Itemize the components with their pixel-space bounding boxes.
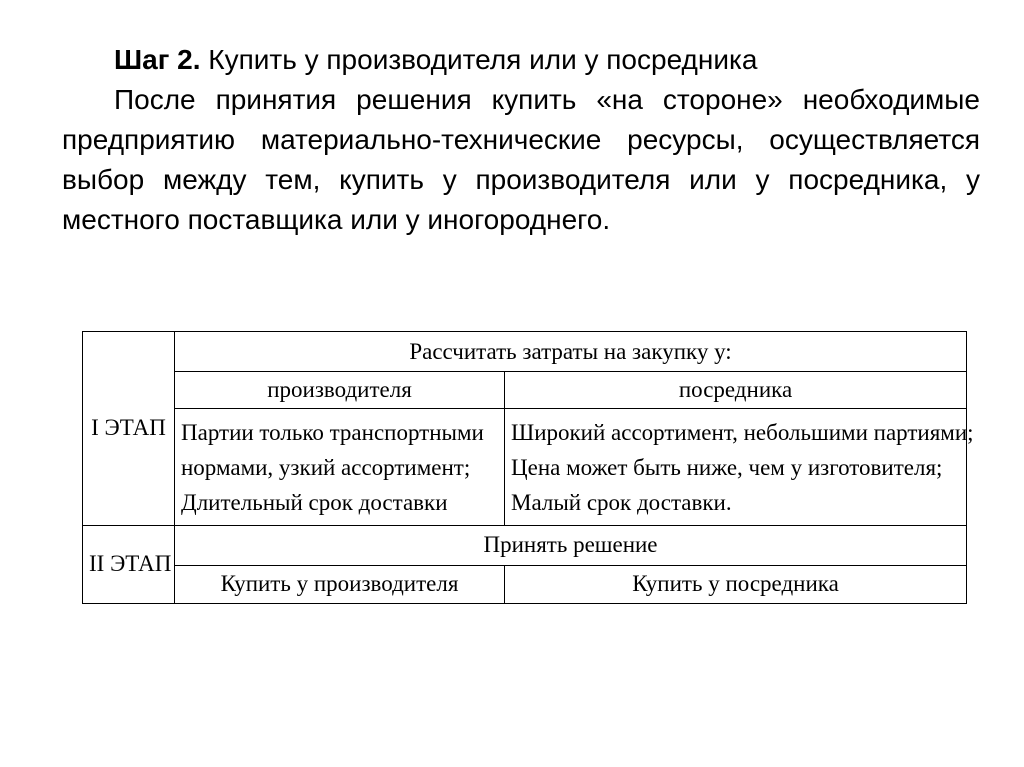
text-block (62, 40, 980, 240)
calc-header-cell: Рассчитать затраты на закупку у: (175, 332, 967, 372)
step-paragraph: После принятия решения купить «на стороне» необходимые предприятию материально-технические ресурсы, осуществляется выбор между тем, купить у производителя или у посредника, у местного поставщика или у иногороднего. (62, 84, 980, 235)
buy-producer-cell: Купить у производителя (175, 565, 505, 603)
intermediary-trait: Малый срок доставки. (511, 490, 732, 516)
intermediary-traits-cell (505, 409, 974, 525)
intermediary-head-cell: посредника (505, 372, 967, 409)
row-decision (83, 525, 967, 565)
stage-2-cell: II ЭТАП (83, 525, 175, 603)
row-buy-options (83, 565, 967, 603)
row-column-heads (83, 372, 967, 409)
stage-1-cell: I ЭТАП (83, 332, 175, 526)
producer-head-cell: производителя (175, 372, 505, 409)
producer-traits-cell (175, 409, 505, 525)
row-calculate (83, 332, 967, 372)
producer-trait: Длительный срок доставки (181, 490, 448, 516)
producer-trait: нормами, узкий ассортимент; (181, 455, 471, 481)
buy-intermediary-cell: Купить у посредника (505, 565, 967, 603)
producer-trait: Партии только транспортными (181, 420, 484, 446)
row-characteristics (83, 409, 967, 525)
step-title: Купить у производителя или у посредника (208, 44, 758, 75)
decision-cell: Принять решение (175, 525, 967, 565)
intermediary-trait: Цена может быть ниже, чем у изготовителя; (511, 455, 943, 481)
step-heading (62, 40, 980, 80)
intermediary-trait: Широкий ассортимент, небольшими партиями; (511, 420, 974, 446)
decision-scheme-table (82, 331, 974, 604)
step-label: Шаг 2. (114, 44, 201, 75)
